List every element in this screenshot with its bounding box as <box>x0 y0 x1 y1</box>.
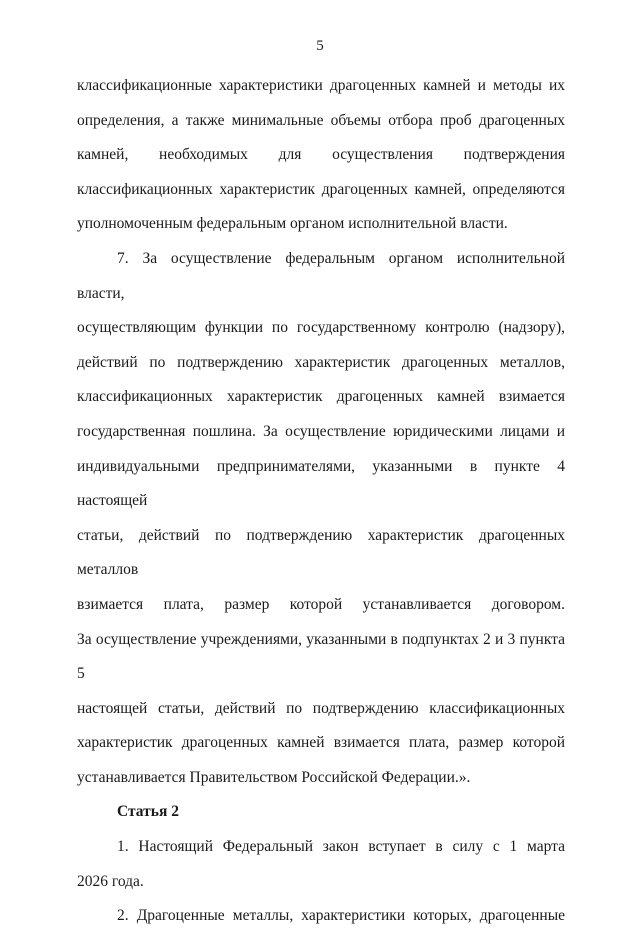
text-line: 7. За осуществление федеральным органом исполнительной власти, <box>77 249 565 302</box>
text-line: настоящей статьи, действий по подтверждению классификационных <box>77 699 565 717</box>
paragraph-continuation <box>77 69 565 242</box>
text-line: устанавливается Правительством Российской Федерации.». <box>77 768 471 786</box>
text-line: классификационные характеристики драгоценных камней и методы их <box>77 77 565 94</box>
text-line: статьи, действий по подтверждению характеристик драгоценных металлов <box>77 526 565 579</box>
article-heading: Статья 2 <box>117 803 179 821</box>
text-line: взимается плата, размер которой устанавливается договором. <box>77 595 565 613</box>
text-line: классификационных характеристик драгоценных камней, определяются <box>77 180 565 198</box>
text-line: 1. Настоящий Федеральный закон вступает в силу с 1 марта <box>117 838 565 856</box>
page-number: 5 <box>316 38 324 54</box>
document-body <box>77 69 565 934</box>
text-line: За осуществление учреждениями, указанными в подпунктах 2 и 3 пункта 5 <box>77 630 565 683</box>
text-line: уполномоченным федеральным органом исполнительной власти. <box>77 215 508 233</box>
text-line: характеристик драгоценных камней взимается плата, размер которой <box>77 734 565 752</box>
paragraph-item-7 <box>77 242 565 796</box>
article-item-1 <box>77 830 565 899</box>
text-line: 2026 года. <box>77 872 144 890</box>
text-line: индивидуальными предпринимателями, указанными в пункте 4 настоящей <box>77 457 565 510</box>
text-line: 2. Драгоценные металлы, характеристики которых, драгоценные <box>117 907 565 925</box>
text-line: государственная пошлина. За осуществление юридическими лицами и <box>77 422 565 440</box>
text-line: камней, необходимых для осуществления подтверждения <box>77 146 565 164</box>
text-line: осуществляющим функции по государственному контролю (надзору), <box>77 319 565 337</box>
text-line: определения, а также минимальные объемы отбора проб драгоценных <box>77 111 565 129</box>
text-line: действий по подтверждению характеристик драгоценных металлов, <box>77 353 565 371</box>
article-item-2 <box>77 899 565 934</box>
text-line: классификационных характеристик драгоценных камней взимается <box>77 388 565 406</box>
